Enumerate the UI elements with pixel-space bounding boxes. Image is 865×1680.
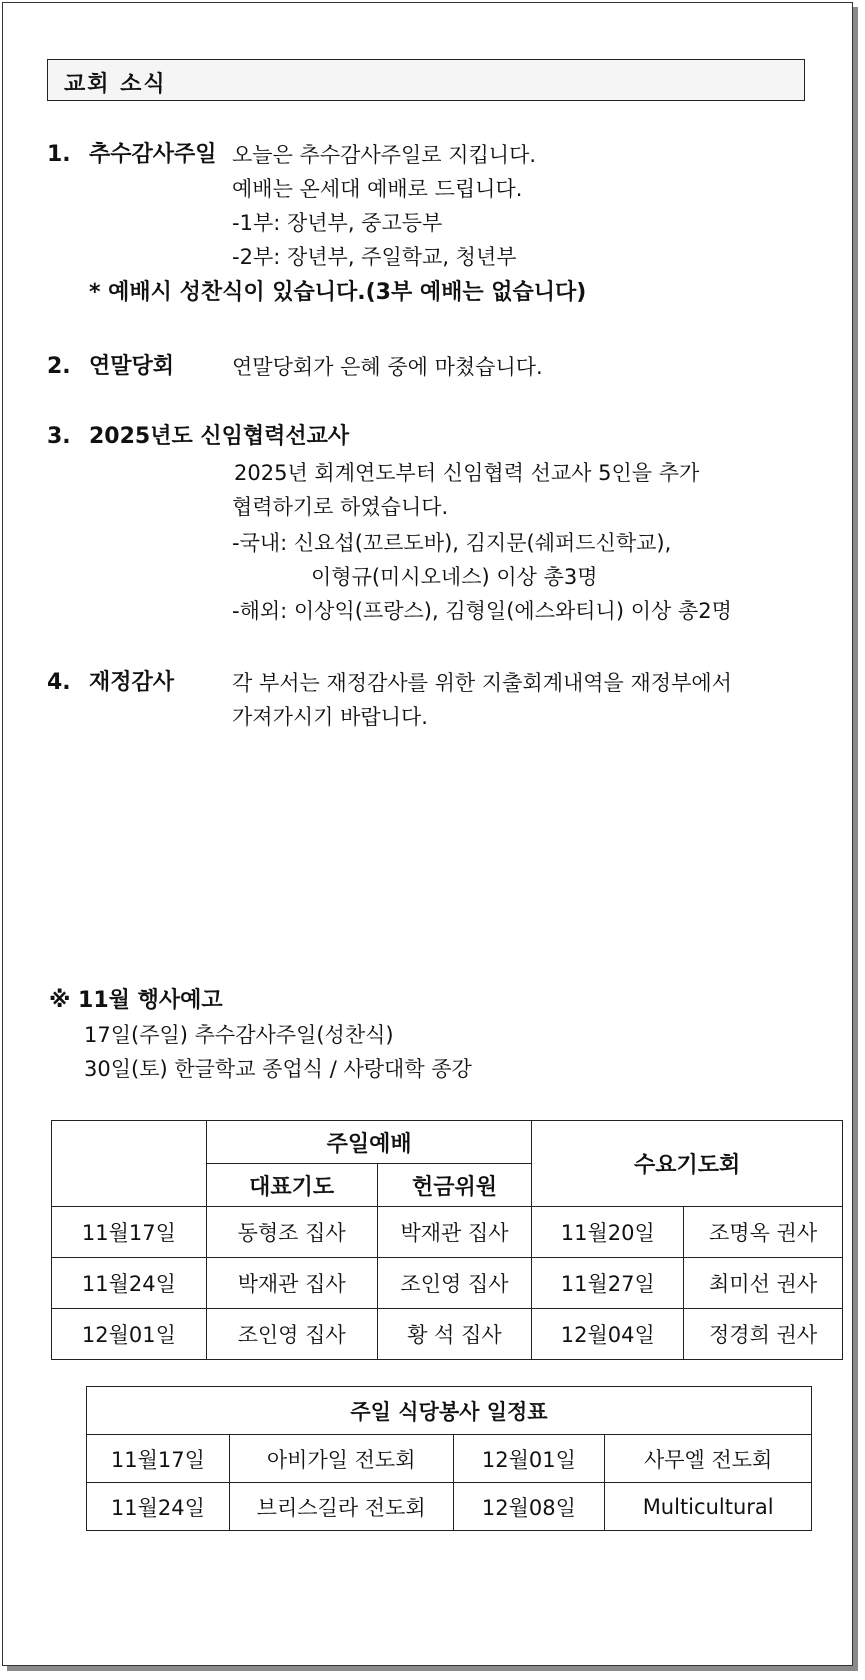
meal-date-2: 12월08일 bbox=[453, 1483, 605, 1531]
item-4-title: 재정감사 bbox=[89, 670, 175, 695]
item-1-line-3: -1부: 장년부, 중고등부 bbox=[232, 211, 443, 235]
header-sunday-worship: 주일예배 bbox=[206, 1121, 532, 1164]
events-title: ※ 11월 행사예고 bbox=[49, 988, 223, 1013]
events-line-2: 30일(토) 한글학교 종업식 / 사랑대학 종강 bbox=[84, 1057, 472, 1081]
header-offering: 헌금위원 bbox=[377, 1164, 532, 1207]
table-row bbox=[52, 1309, 843, 1360]
item-1-line-2: 예배는 온세대 예배로 드립니다. bbox=[232, 177, 523, 201]
item-4-line-2: 가져가시기 바랍니다. bbox=[232, 705, 428, 729]
row-date: 11월17일 bbox=[52, 1207, 207, 1258]
item-3-line-2: 협력하기로 하였습니다. bbox=[232, 495, 449, 519]
row-prayer: 박재관 집사 bbox=[206, 1258, 377, 1309]
item-1-number: 1. bbox=[47, 142, 71, 167]
meal-group-1: 브리스길라 전도회 bbox=[229, 1483, 453, 1531]
worship-schedule-table bbox=[51, 1120, 843, 1360]
item-1-title: 추수감사주일 bbox=[89, 142, 217, 167]
meal-date-1: 11월24일 bbox=[87, 1483, 230, 1531]
meal-table-title: 주일 식당봉사 일정표 bbox=[87, 1387, 812, 1435]
row-wed-date: 11월20일 bbox=[532, 1207, 684, 1258]
item-3-number: 3. bbox=[47, 424, 71, 449]
header-prayer-rep: 대표기도 bbox=[206, 1164, 377, 1207]
events-line-1: 17일(주일) 추수감사주일(성찬식) bbox=[84, 1023, 394, 1047]
header-wednesday-prayer: 수요기도회 bbox=[532, 1121, 843, 1207]
item-3-line-5: -해외: 이상익(프랑스), 김형일(에스와티니) 이상 총2명 bbox=[232, 599, 732, 623]
row-wed-leader: 정경희 권사 bbox=[684, 1309, 843, 1360]
row-date: 11월24일 bbox=[52, 1258, 207, 1309]
item-3-title: 2025년도 신임협력선교사 bbox=[89, 424, 350, 449]
item-1-note: * 예배시 성찬식이 있습니다.(3부 예배는 없습니다) bbox=[89, 280, 587, 305]
table-row bbox=[52, 1258, 843, 1309]
table-row bbox=[87, 1483, 812, 1531]
table-row bbox=[87, 1435, 812, 1483]
meal-group-2: 사무엘 전도회 bbox=[605, 1435, 812, 1483]
item-1-line-4: -2부: 장년부, 주일학교, 청년부 bbox=[232, 245, 517, 269]
meal-group-1: 아비가일 전도회 bbox=[229, 1435, 453, 1483]
row-wed-date: 11월27일 bbox=[532, 1258, 684, 1309]
header-empty-cell bbox=[52, 1121, 207, 1207]
section-title: 교회 소식 bbox=[64, 72, 167, 97]
item-4-line-1: 각 부서는 재정감사를 위한 지출회계내역을 재정부에서 bbox=[232, 671, 732, 695]
row-wed-leader: 조명옥 권사 bbox=[684, 1207, 843, 1258]
meal-title-row bbox=[87, 1387, 812, 1435]
section-header bbox=[47, 59, 805, 101]
item-3-line-1: 2025년 회계연도부터 신임협력 선교사 5인을 추가 bbox=[234, 461, 700, 485]
table-row bbox=[52, 1207, 843, 1258]
row-offering: 황 석 집사 bbox=[377, 1309, 532, 1360]
item-3-line-3: -국내: 신요섭(꼬르도바), 김지문(쉐퍼드신학교), bbox=[232, 531, 672, 555]
item-2-title: 연말당회 bbox=[89, 354, 175, 379]
meal-service-table bbox=[86, 1386, 812, 1531]
item-3-line-4: 이형규(미시오네스) 이상 총3명 bbox=[311, 565, 598, 589]
row-prayer: 동형조 집사 bbox=[206, 1207, 377, 1258]
meal-date-1: 11월17일 bbox=[87, 1435, 230, 1483]
meal-group-2: Multicultural bbox=[605, 1483, 812, 1531]
row-wed-leader: 최미선 권사 bbox=[684, 1258, 843, 1309]
row-offering: 조인영 집사 bbox=[377, 1258, 532, 1309]
row-prayer: 조인영 집사 bbox=[206, 1309, 377, 1360]
item-1-line-1: 오늘은 추수감사주일로 지킵니다. bbox=[232, 143, 537, 167]
table-header-row bbox=[52, 1121, 843, 1164]
meal-date-2: 12월01일 bbox=[453, 1435, 605, 1483]
item-2-line-1: 연말당회가 은혜 중에 마쳤습니다. bbox=[232, 355, 543, 379]
row-offering: 박재관 집사 bbox=[377, 1207, 532, 1258]
row-wed-date: 12월04일 bbox=[532, 1309, 684, 1360]
row-date: 12월01일 bbox=[52, 1309, 207, 1360]
item-2-number: 2. bbox=[47, 354, 71, 379]
item-4-number: 4. bbox=[47, 670, 71, 695]
